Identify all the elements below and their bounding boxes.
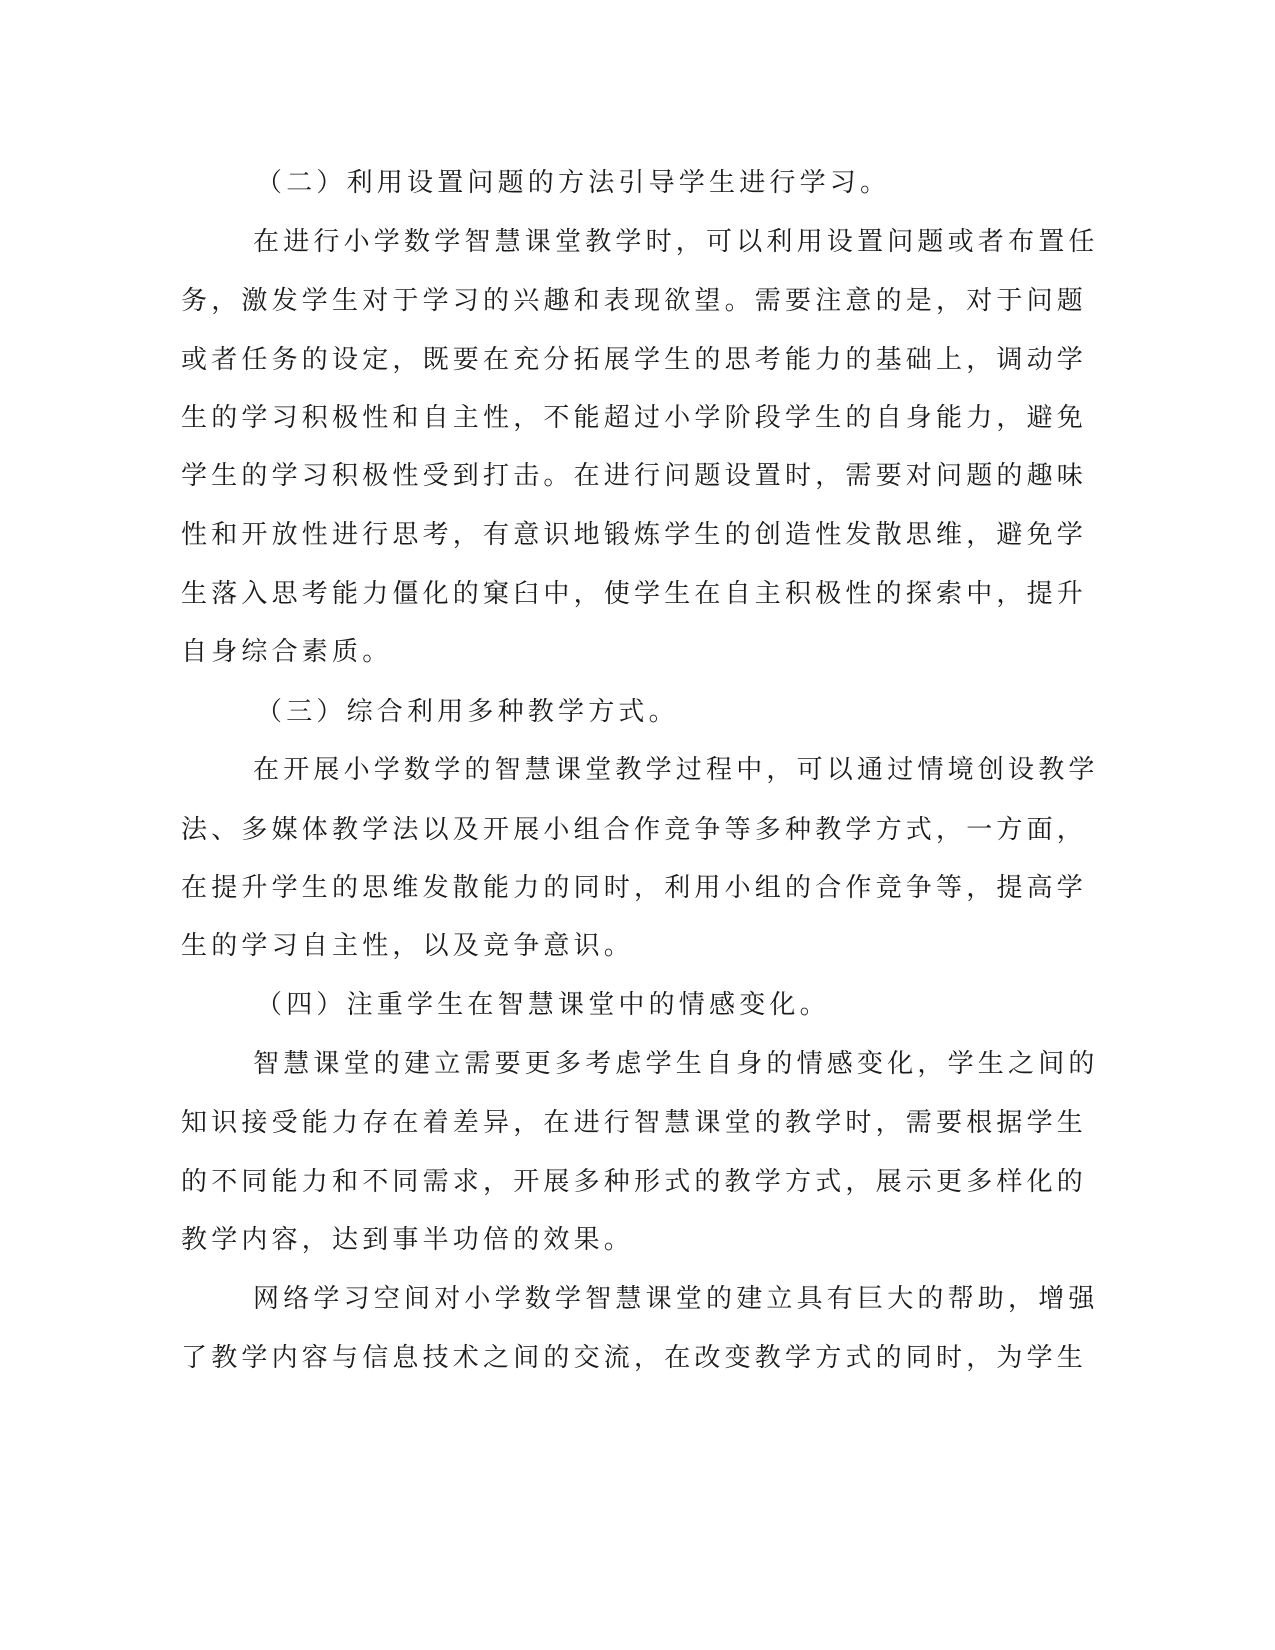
section-heading: （二）利用设置问题的方法引导学生进行学习。 [256,168,891,198]
paragraph-line: 知识接受能力存在着差异，在进行智慧课堂的教学时，需要根据学生 [181,1108,1088,1138]
paragraph-line: 生的学习自主性，以及竞争意识。 [181,931,635,961]
paragraph-line: 性和开放性进行思考，有意识地锻炼学生的创造性发散思维，避免学 [181,520,1088,550]
paragraph-line: 的不同能力和不同需求，开展多种形式的教学方式，展示更多样化的 [181,1167,1088,1197]
paragraph-line: 在开展小学数学的智慧课堂教学过程中，可以通过情境创设教学 [253,755,1099,785]
paragraph-line: 学生的学习积极性受到打击。在进行问题设置时，需要对问题的趣味 [181,461,1088,491]
paragraph-line: 生落入思考能力僵化的窠臼中，使学生在自主积极性的探索中，提升 [181,579,1088,609]
paragraph-line: 了教学内容与信息技术之间的交流，在改变教学方式的同时，为学生 [181,1343,1088,1373]
paragraph-line: 生的学习积极性和自主性，不能超过小学阶段学生的自身能力，避免 [181,403,1088,433]
paragraph-line: 在进行小学数学智慧课堂教学时，可以利用设置问题或者布置任 [253,227,1099,257]
paragraph-line: 法、多媒体教学法以及开展小组合作竞争等多种教学方式，一方面， [181,815,1088,845]
paragraph-line: 智慧课堂的建立需要更多考虑学生自身的情感变化，学生之间的 [253,1049,1099,1079]
section-heading: （四）注重学生在智慧课堂中的情感变化。 [256,990,830,1020]
paragraph-line: 务，激发学生对于学习的兴趣和表现欲望。需要注意的是，对于问题 [181,286,1088,316]
paragraph-line: 自身综合素质。 [181,637,393,667]
paragraph-line: 或者任务的设定，既要在充分拓展学生的思考能力的基础上，调动学 [181,345,1088,375]
paragraph-line: 网络学习空间对小学数学智慧课堂的建立具有巨大的帮助，增强 [253,1284,1099,1314]
paragraph-line: 在提升学生的思维发散能力的同时，利用小组的合作竞争等，提高学 [181,873,1088,903]
paragraph-line: 教学内容，达到事半功倍的效果。 [181,1225,635,1255]
section-heading: （三）综合利用多种教学方式。 [256,697,679,727]
